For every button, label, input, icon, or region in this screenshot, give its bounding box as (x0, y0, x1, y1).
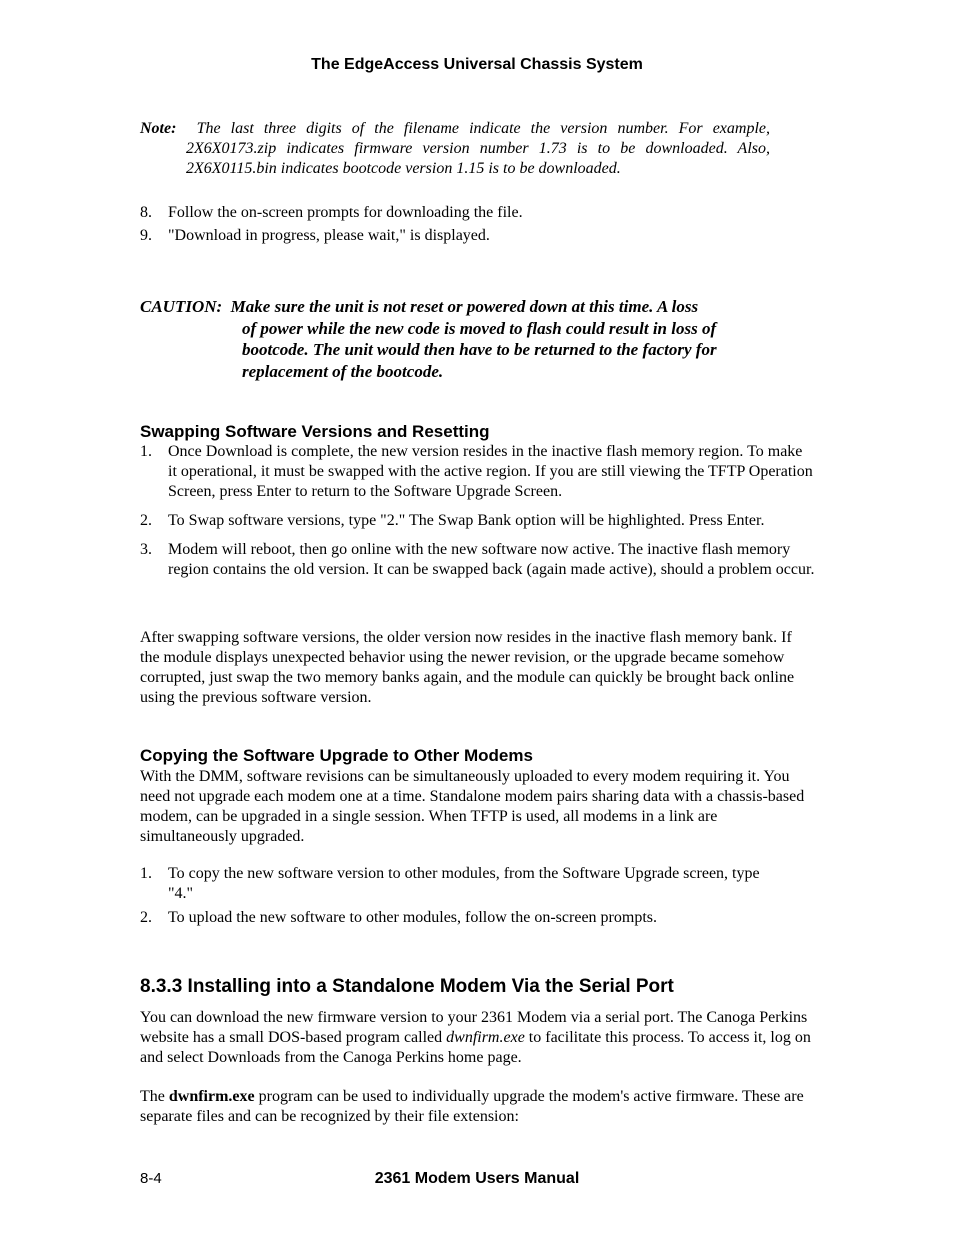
list-text: Once Download is complete, the new version resides in the inactive flash memory region. To make it operational, it must be swapped with the active region. If you are still viewing the TFTP Operation Screen, press Enter to return to the Software Upgrade Screen. (168, 443, 813, 500)
copy-heading: Copying the Software Upgrade to Other Modems (140, 746, 533, 765)
list-item (140, 864, 780, 904)
paragraph-text: The (140, 1088, 169, 1105)
filename: dwnfirm.exe (168, 1088, 255, 1105)
list-number: 9. (140, 227, 152, 244)
running-header: The EdgeAccess Universal Chassis System (311, 56, 643, 73)
caution-line-3: bootcode. The unit would then have to be returned to the factory for (242, 340, 717, 360)
caution-line-1 (140, 296, 780, 318)
section-heading: 8.3.3 Installing into a Standalone Modem Via the Serial Port (140, 976, 674, 997)
copy-intro-paragraph: With the DMM, software revisions can be simultaneously uploaded to every modem requiring it. You need not upgrade each modem one at a time. Standalone modem pairs sharing data with a chassis-based modem, can be upgraded in a single session. When TFTP is used, all modems in a link are simultaneously upgraded. (140, 768, 805, 845)
list-text: To Swap software versions, type "2." The Swap Bank option will be highlighted. Press Enter. (168, 512, 765, 529)
section-paragraph-1 (140, 1008, 812, 1068)
caution-line-2: of power while the new code is moved to flash could result in loss of (242, 318, 717, 338)
list-item (140, 226, 815, 246)
note-line-3: 2X6X0115.bin indicates bootcode version 1.15 is to be downloaded. (186, 160, 621, 177)
list-number: 2. (140, 512, 152, 529)
list-number: 1. (140, 443, 152, 460)
note-block (140, 119, 770, 179)
list-text: To copy the new software version to other modules, from the Software Upgrade screen, type "4." (168, 865, 760, 902)
running-footer: 2361 Modem Users Manual (374, 1170, 580, 1187)
filename: dwnfirm.exe (446, 1029, 525, 1046)
download-steps (140, 203, 815, 246)
list-item (140, 442, 815, 502)
list-text: "Download in progress, please wait," is displayed. (168, 227, 490, 244)
list-text: To upload the new software to other modules, follow the on-screen prompts. (168, 909, 657, 926)
page-number: 8-4 (140, 1170, 162, 1187)
paragraph-text: You can download the new firmware version to your 2361 Modem via a serial port. The Canoga Perkins website has a small DOS-based program called (140, 1009, 808, 1046)
paragraph-text: program can be used to individually upgrade the modem's active firmware. These are separate files and can be recognized by their file extension: (140, 1088, 804, 1125)
list-number: 3. (140, 541, 152, 558)
note-text-1: The last three digits of the filename indicate the version number. For example, (196, 120, 771, 137)
list-item (140, 203, 815, 223)
list-text: Modem will reboot, then go online with the new software now active. The inactive flash memory region contains the old version. It can be swapped back (again made active), should a problem occur. (168, 541, 815, 578)
swap-steps (140, 442, 815, 580)
list-item (140, 511, 815, 531)
list-item (140, 540, 815, 580)
swap-heading: Swapping Software Versions and Resetting (140, 422, 490, 441)
list-number: 2. (140, 909, 152, 926)
swap-after-paragraph: After swapping software versions, the older version now resides in the inactive flash memory bank. If the module displays unexpected behavior using the newer revision, or the upgrade became somehow corrupted, just swap the two memory banks again, and the module can quickly be brought back online using the previous software version. (140, 629, 795, 706)
paragraph-text: to facilitate this process. To access it, log on and select Downloads from the Canoga Perkins home page. (140, 1029, 811, 1066)
caution-block (140, 296, 780, 383)
caution-line-4: replacement of the bootcode. (242, 362, 444, 382)
copy-steps (140, 864, 780, 928)
caution-label: CAUTION: (140, 297, 223, 316)
caution-text-1: Make sure the unit is not reset or powered down at this time. A loss (230, 297, 699, 316)
note-label: Note: (140, 120, 177, 137)
list-number: 8. (140, 204, 152, 221)
note-line-1 (140, 119, 770, 139)
list-item (140, 908, 780, 928)
section-paragraph-2 (140, 1087, 812, 1127)
list-text: Follow the on-screen prompts for downloading the file. (168, 204, 523, 221)
list-number: 1. (140, 865, 152, 882)
note-line-2: 2X6X0173.zip indicates firmware version number 1.73 is to be downloaded. Also, (186, 140, 770, 157)
